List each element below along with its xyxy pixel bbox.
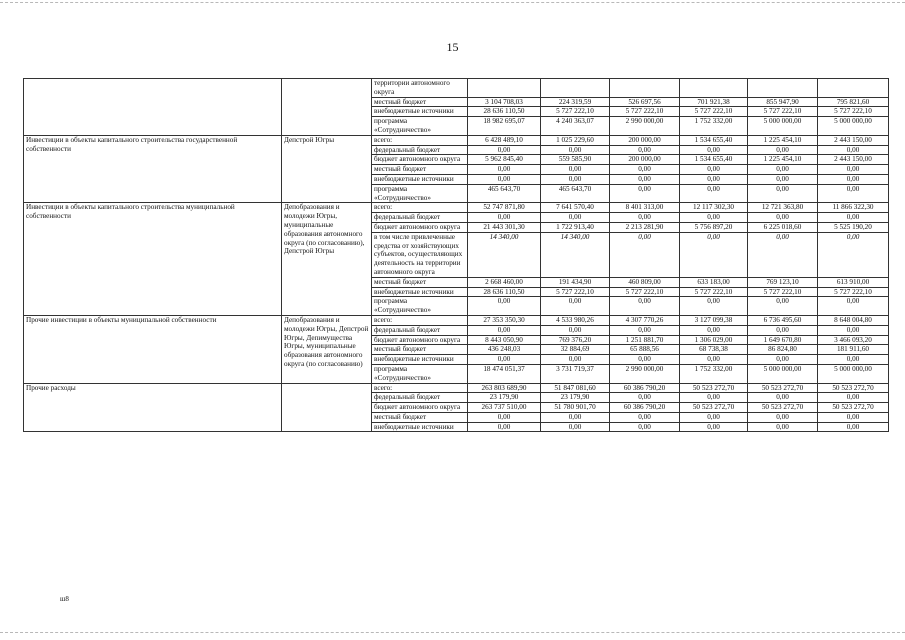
section-title xyxy=(24,79,282,136)
funding-source: внебюджетные источники xyxy=(372,422,468,432)
amount-cell: 0,00 xyxy=(468,355,541,365)
amount-cell: 1 534 655,40 xyxy=(680,135,748,145)
amount-cell: 465 643,70 xyxy=(541,184,610,203)
funding-source: федеральный бюджет xyxy=(372,325,468,335)
amount-cell: 526 697,56 xyxy=(610,97,680,107)
amount-cell: 0,00 xyxy=(610,422,680,432)
funding-source: бюджет автономного округа xyxy=(372,403,468,413)
amount-cell: 0,00 xyxy=(748,145,818,155)
amount-cell: 0,00 xyxy=(468,325,541,335)
amount-cell: 50 523 272,70 xyxy=(748,383,818,393)
amount-cell: 0,00 xyxy=(468,412,541,422)
amount-cell: 200 000,00 xyxy=(610,155,680,165)
amount-cell: 0,00 xyxy=(610,412,680,422)
amount-cell: 0,00 xyxy=(610,325,680,335)
amount-cell: 4 533 980,26 xyxy=(541,315,610,325)
funding-source: всего: xyxy=(372,203,468,213)
amount-cell: 0,00 xyxy=(680,393,748,403)
amount-cell: 4 307 770,26 xyxy=(610,315,680,325)
amount-cell: 0,00 xyxy=(748,165,818,175)
scan-top-edge xyxy=(0,2,905,3)
amount-cell: 0,00 xyxy=(541,422,610,432)
amount-cell: 2 990 000,00 xyxy=(610,117,680,136)
amount-cell: 2 213 281,90 xyxy=(610,222,680,232)
amount-cell: 5 727 222,10 xyxy=(610,107,680,117)
amount-cell: 0,00 xyxy=(680,297,748,316)
amount-cell: 3 731 719,37 xyxy=(541,364,610,383)
amount-cell: 5 962 845,40 xyxy=(468,155,541,165)
funding-source: всего: xyxy=(372,315,468,325)
amount-cell: 0,00 xyxy=(818,174,889,184)
amount-cell: 224 319,59 xyxy=(541,97,610,107)
section-executor xyxy=(282,79,372,136)
amount-cell: 23 179,90 xyxy=(468,393,541,403)
amount-cell: 701 921,38 xyxy=(680,97,748,107)
amount-cell: 5 525 190,20 xyxy=(818,222,889,232)
amount-cell: 5 727 222,10 xyxy=(680,287,748,297)
amount-cell: 769 123,10 xyxy=(748,277,818,287)
amount-cell: 0,00 xyxy=(748,355,818,365)
table-row xyxy=(24,79,889,98)
amount-cell: 0,00 xyxy=(748,213,818,223)
amount-cell: 0,00 xyxy=(680,232,748,277)
scan-bottom-edge xyxy=(0,632,905,633)
amount-cell: 5 727 222,10 xyxy=(680,107,748,117)
funding-source: бюджет автономного округа xyxy=(372,155,468,165)
amount-cell: 0,00 xyxy=(748,412,818,422)
amount-cell xyxy=(748,79,818,98)
table-row xyxy=(24,315,889,325)
amount-cell: 51 780 901,70 xyxy=(541,403,610,413)
amount-cell: 52 747 871,80 xyxy=(468,203,541,213)
amount-cell: 181 911,60 xyxy=(818,345,889,355)
section-title: Прочие расходы xyxy=(24,383,282,432)
amount-cell: 8 648 004,80 xyxy=(818,315,889,325)
amount-cell: 0,00 xyxy=(541,355,610,365)
amount-cell: 0,00 xyxy=(818,145,889,155)
amount-cell: 28 636 110,50 xyxy=(468,287,541,297)
funding-source: бюджет автономного округа xyxy=(372,222,468,232)
amount-cell: 0,00 xyxy=(818,232,889,277)
amount-cell: 3 127 099,38 xyxy=(680,315,748,325)
amount-cell: 465 643,70 xyxy=(468,184,541,203)
amount-cell: 8 401 313,00 xyxy=(610,203,680,213)
amount-cell: 0,00 xyxy=(610,184,680,203)
amount-cell: 0,00 xyxy=(818,213,889,223)
table-row xyxy=(24,135,889,145)
amount-cell: 0,00 xyxy=(680,412,748,422)
amount-cell: 23 179,90 xyxy=(541,393,610,403)
amount-cell: 0,00 xyxy=(610,355,680,365)
amount-cell: 60 386 790,20 xyxy=(610,383,680,393)
amount-cell: 6 428 489,10 xyxy=(468,135,541,145)
amount-cell: 5 727 222,10 xyxy=(748,287,818,297)
funding-source: внебюджетные источники xyxy=(372,355,468,365)
amount-cell: 0,00 xyxy=(541,165,610,175)
amount-cell: 50 523 272,70 xyxy=(818,383,889,393)
funding-source: программа «Сотрудничество» xyxy=(372,364,468,383)
page-number: 15 xyxy=(446,40,459,54)
amount-cell: 2 668 460,00 xyxy=(468,277,541,287)
amount-cell: 1 225 454,10 xyxy=(748,155,818,165)
amount-cell xyxy=(610,79,680,98)
amount-cell: 0,00 xyxy=(818,184,889,203)
amount-cell: 12 117 302,30 xyxy=(680,203,748,213)
amount-cell: 51 847 081,60 xyxy=(541,383,610,393)
amount-cell: 0,00 xyxy=(610,165,680,175)
amount-cell: 8 443 050,90 xyxy=(468,335,541,345)
amount-cell: 68 738,38 xyxy=(680,345,748,355)
section-title: Прочие инвестиции в объекты муниципальной собственности xyxy=(24,315,282,383)
amount-cell: 12 721 363,80 xyxy=(748,203,818,213)
amount-cell: 1 649 670,80 xyxy=(748,335,818,345)
amount-cell: 0,00 xyxy=(748,232,818,277)
funding-source: федеральный бюджет xyxy=(372,145,468,155)
amount-cell: 1 306 029,00 xyxy=(680,335,748,345)
amount-cell: 5 727 222,10 xyxy=(748,107,818,117)
amount-cell: 855 947,90 xyxy=(748,97,818,107)
funding-source: бюджет автономного округа xyxy=(372,335,468,345)
amount-cell: 3 104 708,03 xyxy=(468,97,541,107)
amount-cell: 21 443 301,30 xyxy=(468,222,541,232)
section-executor: Депобразования и молодежи Югры, Депстрой Югры, Депимущества Югры, муниципальные образования автономного округа (по согласованию) xyxy=(282,315,372,383)
amount-cell: 14 340,00 xyxy=(541,232,610,277)
amount-cell: 5 000 000,00 xyxy=(748,364,818,383)
amount-cell: 0,00 xyxy=(541,213,610,223)
funding-source: внебюджетные источники xyxy=(372,174,468,184)
amount-cell: 50 523 272,70 xyxy=(748,403,818,413)
amount-cell: 200 000,00 xyxy=(610,135,680,145)
section-executor: Депобразования и молодежи Югры, муниципальные образования автономного округа (по согласованию), Депстрой Югры xyxy=(282,203,372,316)
amount-cell: 7 641 570,40 xyxy=(541,203,610,213)
funding-source: программа «Сотрудничество» xyxy=(372,117,468,136)
amount-cell xyxy=(818,79,889,98)
amount-cell: 0,00 xyxy=(818,422,889,432)
funding-source: всего: xyxy=(372,383,468,393)
budget-table xyxy=(23,78,889,432)
amount-cell: 633 183,00 xyxy=(680,277,748,287)
amount-cell: 559 585,90 xyxy=(541,155,610,165)
amount-cell xyxy=(468,79,541,98)
amount-cell: 65 888,56 xyxy=(610,345,680,355)
amount-cell: 0,00 xyxy=(680,213,748,223)
amount-cell: 0,00 xyxy=(818,325,889,335)
amount-cell: 0,00 xyxy=(748,297,818,316)
amount-cell: 0,00 xyxy=(680,145,748,155)
amount-cell: 50 523 272,70 xyxy=(680,383,748,393)
amount-cell: 0,00 xyxy=(818,355,889,365)
amount-cell: 6 225 018,60 xyxy=(748,222,818,232)
amount-cell: 613 910,00 xyxy=(818,277,889,287)
amount-cell: 5 000 000,00 xyxy=(748,117,818,136)
amount-cell: 0,00 xyxy=(468,165,541,175)
amount-cell: 86 824,80 xyxy=(748,345,818,355)
amount-cell: 28 636 110,50 xyxy=(468,107,541,117)
amount-cell: 460 809,00 xyxy=(610,277,680,287)
amount-cell: 0,00 xyxy=(468,145,541,155)
amount-cell: 2 443 150,00 xyxy=(818,155,889,165)
amount-cell: 4 240 363,07 xyxy=(541,117,610,136)
amount-cell: 0,00 xyxy=(541,412,610,422)
table-row xyxy=(24,383,889,393)
amount-cell: 1 251 881,70 xyxy=(610,335,680,345)
amount-cell: 60 386 790,20 xyxy=(610,403,680,413)
amount-cell: 5 727 222,10 xyxy=(610,287,680,297)
amount-cell: 0,00 xyxy=(468,174,541,184)
amount-cell: 0,00 xyxy=(748,184,818,203)
amount-cell: 0,00 xyxy=(748,393,818,403)
amount-cell: 32 884,69 xyxy=(541,345,610,355)
amount-cell: 0,00 xyxy=(541,297,610,316)
funding-source: всего: xyxy=(372,135,468,145)
funding-source: программа «Сотрудничество» xyxy=(372,297,468,316)
amount-cell: 0,00 xyxy=(680,325,748,335)
funding-source: территории автономного округа xyxy=(372,79,468,98)
amount-cell: 0,00 xyxy=(818,393,889,403)
amount-cell: 0,00 xyxy=(610,393,680,403)
amount-cell: 263 803 689,90 xyxy=(468,383,541,393)
funding-source: федеральный бюджет xyxy=(372,393,468,403)
amount-cell: 5 000 000,00 xyxy=(818,364,889,383)
funding-source: местный бюджет xyxy=(372,412,468,422)
funding-source: программа «Сотрудничество» xyxy=(372,184,468,203)
amount-cell: 1 722 913,40 xyxy=(541,222,610,232)
amount-cell: 1 534 655,40 xyxy=(680,155,748,165)
table-row xyxy=(24,203,889,213)
amount-cell: 0,00 xyxy=(680,184,748,203)
amount-cell: 0,00 xyxy=(610,145,680,155)
funding-source: местный бюджет xyxy=(372,97,468,107)
budget-table-body xyxy=(24,79,889,432)
amount-cell: 27 353 350,30 xyxy=(468,315,541,325)
amount-cell xyxy=(680,79,748,98)
amount-cell: 0,00 xyxy=(680,355,748,365)
amount-cell: 0,00 xyxy=(818,297,889,316)
amount-cell: 436 248,03 xyxy=(468,345,541,355)
amount-cell: 0,00 xyxy=(468,422,541,432)
amount-cell: 769 376,20 xyxy=(541,335,610,345)
amount-cell: 191 434,90 xyxy=(541,277,610,287)
amount-cell: 3 466 093,20 xyxy=(818,335,889,345)
amount-cell: 5 727 222,10 xyxy=(818,107,889,117)
funding-source: в том числе привлеченные средства от хозяйствующих субъектов, осуществляющих деятельность на территории автономного округа xyxy=(372,232,468,277)
amount-cell xyxy=(541,79,610,98)
amount-cell: 0,00 xyxy=(541,325,610,335)
amount-cell: 11 866 322,30 xyxy=(818,203,889,213)
amount-cell: 18 474 051,37 xyxy=(468,364,541,383)
amount-cell: 14 340,00 xyxy=(468,232,541,277)
amount-cell: 5 000 000,00 xyxy=(818,117,889,136)
section-title: Инвестиции в объекты капитального строительства государственной собственности xyxy=(24,135,282,203)
amount-cell: 6 736 495,60 xyxy=(748,315,818,325)
section-executor: Депстрой Югры xyxy=(282,135,372,203)
amount-cell: 5 727 222,10 xyxy=(818,287,889,297)
amount-cell: 5 727 222,10 xyxy=(541,107,610,117)
section-executor xyxy=(282,383,372,432)
amount-cell: 0,00 xyxy=(610,213,680,223)
amount-cell: 795 821,60 xyxy=(818,97,889,107)
amount-cell: 1 752 332,00 xyxy=(680,364,748,383)
amount-cell: 0,00 xyxy=(748,325,818,335)
funding-source: местный бюджет xyxy=(372,277,468,287)
amount-cell: 2 443 150,00 xyxy=(818,135,889,145)
amount-cell: 18 982 695,07 xyxy=(468,117,541,136)
amount-cell: 0,00 xyxy=(680,174,748,184)
footer-mark: ш8 xyxy=(60,595,69,603)
amount-cell: 0,00 xyxy=(468,213,541,223)
funding-source: федеральный бюджет xyxy=(372,213,468,223)
amount-cell: 0,00 xyxy=(610,174,680,184)
funding-source: внебюджетные источники xyxy=(372,107,468,117)
amount-cell: 0,00 xyxy=(541,145,610,155)
amount-cell: 0,00 xyxy=(748,422,818,432)
amount-cell: 0,00 xyxy=(818,165,889,175)
amount-cell: 50 523 272,70 xyxy=(680,403,748,413)
amount-cell: 0,00 xyxy=(468,297,541,316)
section-title: Инвестиции в объекты капитального строительства муниципальной собственности xyxy=(24,203,282,316)
amount-cell: 0,00 xyxy=(610,297,680,316)
amount-cell: 0,00 xyxy=(610,232,680,277)
amount-cell: 1 025 229,60 xyxy=(541,135,610,145)
amount-cell: 1 752 332,00 xyxy=(680,117,748,136)
funding-source: внебюджетные источники xyxy=(372,287,468,297)
amount-cell: 0,00 xyxy=(680,422,748,432)
amount-cell: 0,00 xyxy=(680,165,748,175)
amount-cell: 263 737 510,00 xyxy=(468,403,541,413)
amount-cell: 50 523 272,70 xyxy=(818,403,889,413)
funding-source: местный бюджет xyxy=(372,345,468,355)
amount-cell: 1 225 454,10 xyxy=(748,135,818,145)
funding-source: местный бюджет xyxy=(372,165,468,175)
amount-cell: 0,00 xyxy=(818,412,889,422)
amount-cell: 5 727 222,10 xyxy=(541,287,610,297)
amount-cell: 0,00 xyxy=(748,174,818,184)
amount-cell: 0,00 xyxy=(541,174,610,184)
amount-cell: 5 756 897,20 xyxy=(680,222,748,232)
amount-cell: 2 990 000,00 xyxy=(610,364,680,383)
